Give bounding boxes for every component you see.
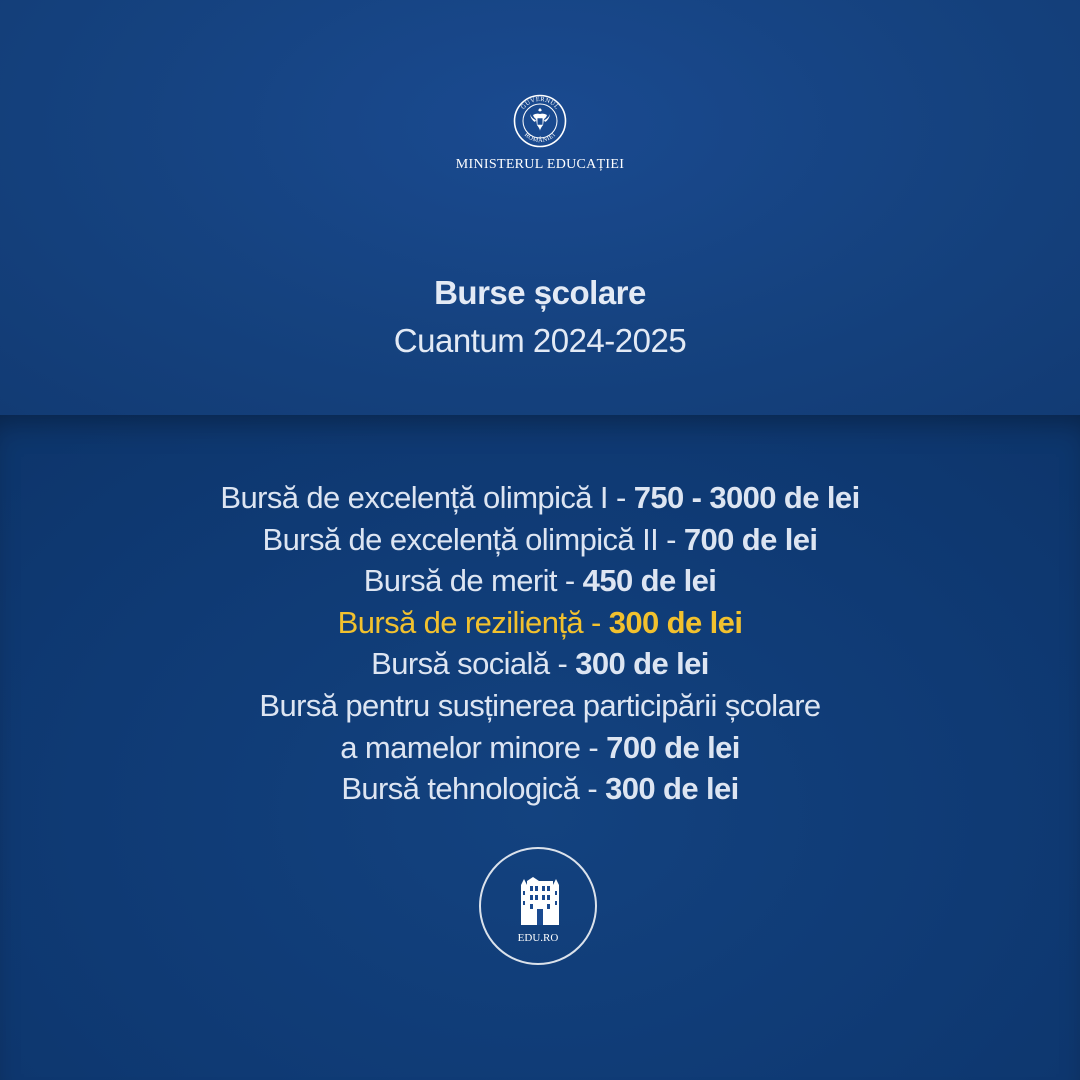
scholarship-item [0, 768, 1080, 810]
school-building-icon [519, 871, 561, 927]
scholarship-label: Bursă tehnologică - [341, 771, 606, 807]
ministry-name: MINISTERUL EDUCAȚIEI [455, 157, 625, 172]
scholarship-item [0, 560, 1080, 602]
scholarship-item-highlighted [0, 602, 1080, 644]
scholarship-amount: 700 de lei [606, 729, 740, 765]
scholarship-item [0, 727, 1080, 769]
scholarship-item [0, 519, 1080, 561]
scholarship-label: Bursă de excelență olimpică II - [262, 521, 684, 557]
scholarship-item [0, 685, 1080, 727]
scholarship-item [0, 477, 1080, 519]
scholarship-list [0, 477, 1080, 810]
scholarship-item [0, 643, 1080, 685]
scholarship-label: Bursă de reziliență - [337, 604, 609, 640]
scholarship-label: a mamelor minore - [340, 729, 607, 765]
svg-text:ROMÂNIEI [523, 131, 557, 144]
page-title: Burse școlare [434, 274, 646, 311]
scholarship-amount: 300 de lei [575, 646, 709, 682]
scholarship-label: Bursă socială - [371, 646, 576, 682]
page-subtitle: Cuantum 2024-2025 [393, 322, 687, 359]
edu-logo [479, 847, 597, 965]
scholarship-amount: 700 de lei [683, 521, 818, 557]
seal-text-bottom: ROMÂNIEI [522, 131, 558, 145]
seal-text-top: GUVERNUL [519, 95, 561, 111]
government-seal-icon [513, 94, 567, 148]
scholarship-label: Bursă de excelență olimpică I - [220, 480, 634, 515]
scholarship-amount: 300 de lei [608, 604, 743, 640]
edu-logo-label: EDU.RO [517, 932, 559, 944]
scholarship-amount: 300 de lei [605, 771, 739, 807]
scholarship-amount: 450 de lei [582, 563, 717, 599]
scholarship-label: Bursă de merit - [363, 563, 583, 599]
scholarship-amount: 750 - 3000 de lei [633, 480, 860, 515]
scholarship-label: Bursă pentru susținerea participării școlare [259, 687, 821, 723]
